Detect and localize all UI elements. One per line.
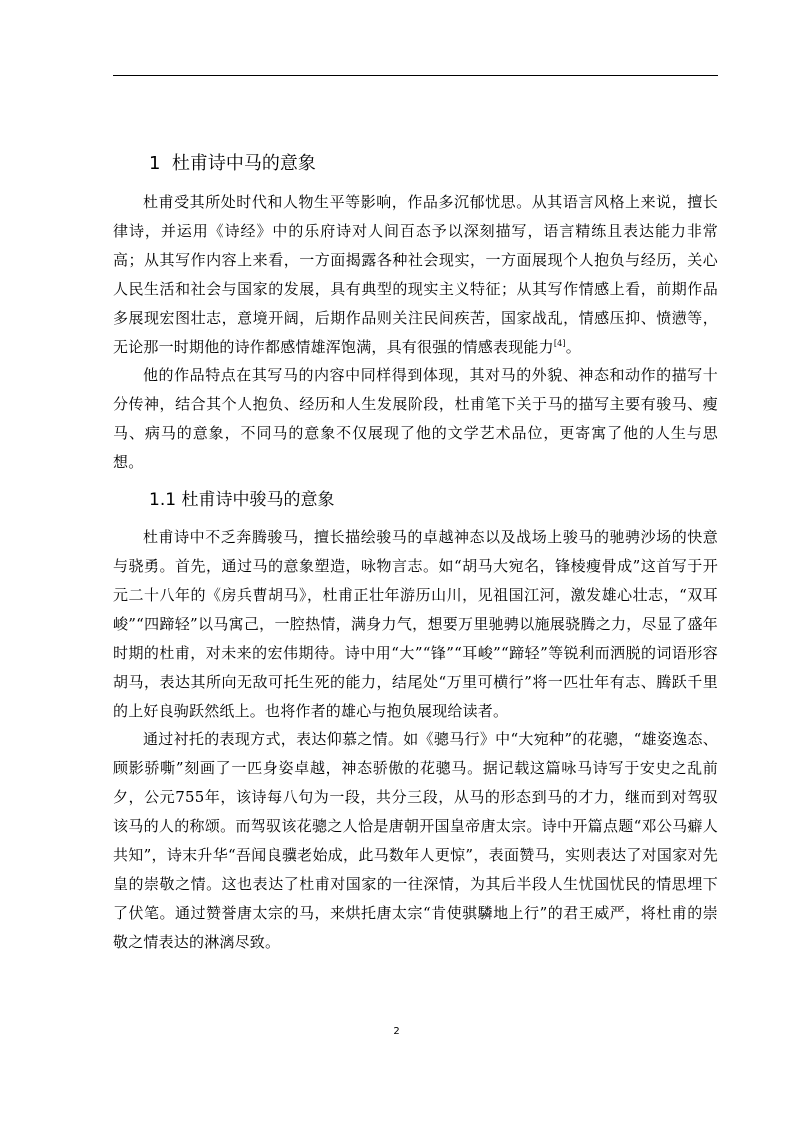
paragraph-steed-admiration [113, 725, 718, 956]
header-rule [113, 75, 718, 76]
paragraph-text: 杜甫受其所处时代和人物生平等影响，作品多沉郁忧思。从其语言风格上来说，擅长律诗，并运用《诗经》中的乐府诗对人间百态予以深刻描写，语言精练且表达能力非常高；从其写作内容上来看，一方面揭露各种社会现实，一方面展现个人抱负与经历，关心人民生活和社会与国家的发展，具有典型的现实主义特征；从其写作情感上看，前期作品多展现宏图壮志，意境开阔，后期作品则关注民间疾苦，国家战乱，情感压抑、愤懑等，无论那一时期他的诗作都感情雄浑饱满，具有很强的情感表现能力 [113, 193, 718, 356]
citation-ref: [4] [553, 338, 566, 348]
subsection-number: 1.1 [149, 490, 177, 511]
section-title: 杜甫诗中马的意象 [171, 153, 316, 174]
section-heading [113, 140, 718, 188]
paragraph-style-overview [113, 188, 718, 361]
subsection-title: 杜甫诗中骏马的意象 [181, 490, 335, 511]
paragraph-text: 他的作品特点在其写马的内容中同样得到体现，其对马的外貌、神态和动作的描写十分传神，结合其个人抱负、经历和人生发展阶段，杜甫笔下关于马的描写主要有骏马、瘦马、病马的意象，不同马的意象不仅展现了他的文学艺术品位，更寄寓了他的人生与思想。 [113, 366, 718, 472]
paragraph-text: 通过衬托的表现方式，表达仰慕之情。如《骢马行》中“大宛种”的花骢，“雄姿逸态、顾影骄嘶”刻画了一匹身姿卓越，神态骄傲的花骢马。据记载这篇咏马诗写于安史之乱前夕，公元755年，该诗每八句为一段，共分三段，从马的形态到马的才力，继而到对驾驭该马的人的称颂。而驾驭该花骢之人恰是唐朝开国皇帝唐太宗。诗中开篇点题“邓公马癖人共知”，诗末升华“吾闻良骥老始成，此马数年人更惊”，表面赞马，实则表达了对国家对先皇的崇敬之情。这也表达了杜甫对国家的一往深情，为其后半段人生忧国忧民的情思埋下了伏笔。通过赞誉唐太宗的马，来烘托唐太宗“肯使骐驎地上行”的君王威严，将杜甫的崇敬之情表达的淋漓尽致。 [113, 730, 718, 951]
paragraph-steed-ambition [113, 523, 718, 725]
page-number: 2 [393, 1026, 400, 1037]
paragraph-horse-themes [113, 361, 718, 477]
paragraph-end: 。 [565, 337, 581, 356]
page-content [113, 140, 718, 957]
paragraph-text: 杜甫诗中不乏奔腾骏马，擅长描绘骏马的卓越神态以及战场上骏马的驰骋沙场的快意与骁勇。首先，通过马的意象塑造，咏物言志。如“胡马大宛名，锋棱瘦骨成”这首写于开元二十八年的《房兵曹胡马》，杜甫正壮年游历山川，见祖国江河，激发雄心壮志，“双耳峻”“四蹄轻”以马寓己，一腔热情，满身力气，想要万里驰骋以施展骁腾之力，尽显了盛年时期的杜甫，对未来的宏伟期待。诗中用“大”“锋”“耳峻”“蹄轻”等锐利而洒脱的词语形容胡马，表达其所向无敌可托生死的能力，结尾处“万里可横行”将一匹壮年有志、腾跃千里的上好良驹跃然纸上。也将作者的雄心与抱负展现给读者。 [113, 528, 718, 720]
subsection-heading [113, 477, 718, 523]
section-number: 1 [149, 153, 161, 174]
